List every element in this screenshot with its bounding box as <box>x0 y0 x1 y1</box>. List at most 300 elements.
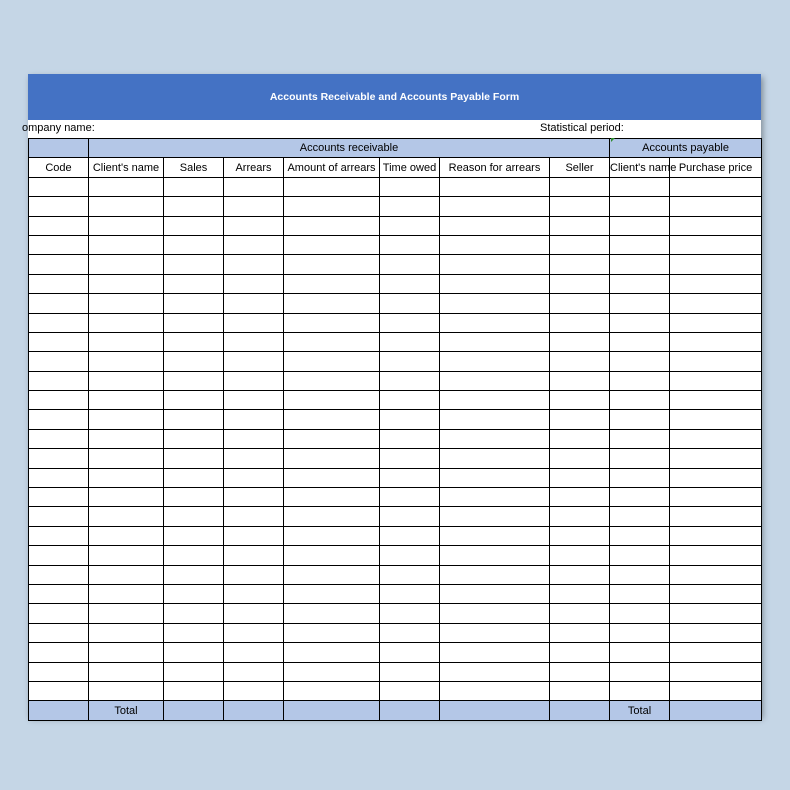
table-cell[interactable] <box>284 643 380 662</box>
table-row <box>29 565 762 584</box>
table-cell[interactable] <box>29 255 89 274</box>
table-cell[interactable] <box>224 352 284 371</box>
table-cell[interactable] <box>284 313 380 332</box>
table-cell[interactable] <box>380 643 440 662</box>
table-row <box>29 507 762 526</box>
table-cell[interactable] <box>440 352 550 371</box>
table-cell[interactable] <box>284 546 380 565</box>
table-cell[interactable] <box>610 274 670 293</box>
table-cell[interactable] <box>670 643 762 662</box>
accounts-table <box>28 138 762 721</box>
table-cell[interactable] <box>550 197 610 216</box>
table-cell[interactable] <box>670 488 762 507</box>
table-cell[interactable] <box>224 546 284 565</box>
table-cell[interactable] <box>670 429 762 448</box>
table-cell[interactable] <box>284 449 380 468</box>
table-cell[interactable] <box>224 410 284 429</box>
col-header-purchase-price: Purchase price <box>670 158 762 177</box>
table-cell[interactable] <box>29 429 89 448</box>
table-cell[interactable] <box>284 604 380 623</box>
table-cell[interactable] <box>550 584 610 603</box>
table-cell[interactable] <box>550 681 610 700</box>
total-cell[interactable] <box>440 701 550 720</box>
table-cell[interactable] <box>29 371 89 390</box>
table-cell[interactable] <box>610 468 670 487</box>
table-cell[interactable] <box>224 604 284 623</box>
table-cell[interactable] <box>380 371 440 390</box>
table-cell[interactable] <box>440 526 550 545</box>
table-cell[interactable] <box>440 623 550 642</box>
table-cell[interactable] <box>29 662 89 681</box>
table-cell[interactable] <box>440 429 550 448</box>
table-cell[interactable] <box>284 352 380 371</box>
table-cell[interactable] <box>440 565 550 584</box>
table-cell[interactable] <box>164 468 224 487</box>
table-cell[interactable] <box>670 410 762 429</box>
table-cell[interactable] <box>550 507 610 526</box>
table-cell[interactable] <box>610 604 670 623</box>
table-cell[interactable] <box>284 332 380 351</box>
table-cell[interactable] <box>610 643 670 662</box>
statistical-period-label[interactable]: Statistical period: <box>540 122 624 134</box>
table-cell[interactable] <box>89 255 164 274</box>
table-cell[interactable] <box>224 391 284 410</box>
table-cell[interactable] <box>440 410 550 429</box>
total-cell[interactable] <box>164 701 224 720</box>
table-cell[interactable] <box>224 332 284 351</box>
table-cell[interactable] <box>164 410 224 429</box>
table-cell[interactable] <box>550 352 610 371</box>
table-cell[interactable] <box>29 332 89 351</box>
total-cell[interactable] <box>380 701 440 720</box>
total-cell[interactable] <box>550 701 610 720</box>
table-cell[interactable] <box>380 391 440 410</box>
company-name-label[interactable]: ompany name: <box>22 122 95 134</box>
table-cell[interactable] <box>224 584 284 603</box>
table-cell[interactable] <box>380 662 440 681</box>
table-cell[interactable] <box>284 565 380 584</box>
table-cell[interactable] <box>670 235 762 254</box>
table-cell[interactable] <box>670 662 762 681</box>
table-cell[interactable] <box>164 313 224 332</box>
table-cell[interactable] <box>440 604 550 623</box>
table-cell[interactable] <box>610 565 670 584</box>
table-cell[interactable] <box>380 584 440 603</box>
table-cell[interactable] <box>550 177 610 196</box>
table-cell[interactable] <box>380 681 440 700</box>
table-row <box>29 604 762 623</box>
table-cell[interactable] <box>284 507 380 526</box>
table-cell[interactable] <box>29 235 89 254</box>
table-cell[interactable] <box>89 235 164 254</box>
table-cell[interactable] <box>224 507 284 526</box>
table-cell[interactable] <box>29 468 89 487</box>
table-cell[interactable] <box>224 371 284 390</box>
table-cell[interactable] <box>550 410 610 429</box>
col-header-time-owed: Time owed <box>380 158 440 177</box>
table-cell[interactable] <box>89 662 164 681</box>
table-cell[interactable] <box>380 216 440 235</box>
table-cell[interactable] <box>440 235 550 254</box>
table-cell[interactable] <box>164 449 224 468</box>
table-cell[interactable] <box>164 429 224 448</box>
table-cell[interactable] <box>164 662 224 681</box>
table-cell[interactable] <box>440 391 550 410</box>
table-cell[interactable] <box>380 488 440 507</box>
table-cell[interactable] <box>89 274 164 293</box>
table-cell[interactable] <box>284 488 380 507</box>
table-cell[interactable] <box>550 488 610 507</box>
table-cell[interactable] <box>380 410 440 429</box>
table-row <box>29 429 762 448</box>
table-cell[interactable] <box>550 332 610 351</box>
table-cell[interactable] <box>550 643 610 662</box>
table-cell[interactable] <box>164 565 224 584</box>
table-cell[interactable] <box>89 216 164 235</box>
table-cell[interactable] <box>440 643 550 662</box>
table-cell[interactable] <box>29 274 89 293</box>
table-cell[interactable] <box>29 546 89 565</box>
table-cell[interactable] <box>164 488 224 507</box>
col-header-reason-for-arrears: Reason for arrears <box>440 158 550 177</box>
table-row <box>29 643 762 662</box>
total-row <box>29 701 762 720</box>
table-cell[interactable] <box>380 352 440 371</box>
total-cell[interactable] <box>670 701 762 720</box>
table-cell[interactable] <box>224 449 284 468</box>
table-cell[interactable] <box>610 507 670 526</box>
table-cell[interactable] <box>380 177 440 196</box>
table-cell[interactable] <box>380 623 440 642</box>
table-cell[interactable] <box>284 623 380 642</box>
table-cell[interactable] <box>89 294 164 313</box>
table-cell[interactable] <box>670 255 762 274</box>
table-cell[interactable] <box>550 468 610 487</box>
table-cell[interactable] <box>550 371 610 390</box>
table-cell[interactable] <box>224 313 284 332</box>
table-cell[interactable] <box>440 177 550 196</box>
table-cell[interactable] <box>670 565 762 584</box>
table-cell[interactable] <box>380 294 440 313</box>
table-cell[interactable] <box>380 526 440 545</box>
table-cell[interactable] <box>670 177 762 196</box>
table-cell[interactable] <box>380 332 440 351</box>
table-cell[interactable] <box>284 197 380 216</box>
table-cell[interactable] <box>89 391 164 410</box>
table-cell[interactable] <box>610 216 670 235</box>
table-cell[interactable] <box>610 352 670 371</box>
table-cell[interactable] <box>224 681 284 700</box>
table-cell[interactable] <box>224 526 284 545</box>
table-cell[interactable] <box>164 584 224 603</box>
table-cell[interactable] <box>284 391 380 410</box>
table-cell[interactable] <box>380 274 440 293</box>
table-cell[interactable] <box>440 255 550 274</box>
table-cell[interactable] <box>440 332 550 351</box>
table-cell[interactable] <box>550 449 610 468</box>
table-cell[interactable] <box>164 216 224 235</box>
table-cell[interactable] <box>224 177 284 196</box>
table-cell[interactable] <box>670 546 762 565</box>
table-cell[interactable] <box>164 177 224 196</box>
table-cell[interactable] <box>380 507 440 526</box>
col-header-code: Code <box>29 158 89 177</box>
table-cell[interactable] <box>89 507 164 526</box>
table-cell[interactable] <box>440 294 550 313</box>
table-cell[interactable] <box>164 546 224 565</box>
col-header-sales: Sales <box>164 158 224 177</box>
total-cell[interactable] <box>284 701 380 720</box>
table-cell[interactable] <box>440 488 550 507</box>
table-cell[interactable] <box>164 274 224 293</box>
table-row <box>29 235 762 254</box>
table-cell[interactable] <box>380 449 440 468</box>
table-cell[interactable] <box>550 526 610 545</box>
table-cell[interactable] <box>440 662 550 681</box>
table-cell[interactable] <box>284 526 380 545</box>
table-cell[interactable] <box>284 410 380 429</box>
table-cell[interactable] <box>610 526 670 545</box>
table-cell[interactable] <box>550 274 610 293</box>
table-cell[interactable] <box>89 410 164 429</box>
table-cell[interactable] <box>550 604 610 623</box>
table-cell[interactable] <box>670 681 762 700</box>
table-cell[interactable] <box>610 429 670 448</box>
table-cell[interactable] <box>224 216 284 235</box>
table-cell[interactable] <box>164 197 224 216</box>
table-row <box>29 623 762 642</box>
table-cell[interactable] <box>89 313 164 332</box>
cell-comment-marker <box>611 138 615 142</box>
table-cell[interactable] <box>610 255 670 274</box>
table-cell[interactable] <box>29 216 89 235</box>
table-cell[interactable] <box>29 449 89 468</box>
table-cell[interactable] <box>164 235 224 254</box>
total-cell[interactable] <box>224 701 284 720</box>
table-cell[interactable] <box>380 313 440 332</box>
table-cell[interactable] <box>610 681 670 700</box>
table-cell[interactable] <box>164 352 224 371</box>
table-cell[interactable] <box>610 235 670 254</box>
table-cell[interactable] <box>440 371 550 390</box>
form-title: Accounts Receivable and Accounts Payable Form <box>28 74 761 120</box>
table-cell[interactable] <box>610 371 670 390</box>
table-cell[interactable] <box>610 584 670 603</box>
table-cell[interactable] <box>164 604 224 623</box>
table-cell[interactable] <box>550 313 610 332</box>
table-cell[interactable] <box>550 429 610 448</box>
table-cell[interactable] <box>89 643 164 662</box>
table-cell[interactable] <box>224 274 284 293</box>
table-cell[interactable] <box>380 429 440 448</box>
table-cell[interactable] <box>29 584 89 603</box>
table-cell[interactable] <box>670 468 762 487</box>
table-cell[interactable] <box>380 565 440 584</box>
table-cell[interactable] <box>284 662 380 681</box>
table-cell[interactable] <box>550 546 610 565</box>
table-cell[interactable] <box>440 546 550 565</box>
table-cell[interactable] <box>224 429 284 448</box>
table-cell[interactable] <box>29 352 89 371</box>
table-cell[interactable] <box>284 235 380 254</box>
table-row <box>29 662 762 681</box>
table-cell[interactable] <box>224 565 284 584</box>
table-cell[interactable] <box>670 313 762 332</box>
table-cell[interactable] <box>440 216 550 235</box>
table-cell[interactable] <box>670 197 762 216</box>
table-cell[interactable] <box>550 623 610 642</box>
table-cell[interactable] <box>440 468 550 487</box>
table-cell[interactable] <box>610 197 670 216</box>
table-cell[interactable] <box>224 488 284 507</box>
table-cell[interactable] <box>89 526 164 545</box>
table-cell[interactable] <box>440 449 550 468</box>
table-cell[interactable] <box>550 216 610 235</box>
table-cell[interactable] <box>89 332 164 351</box>
table-cell[interactable] <box>224 235 284 254</box>
table-cell[interactable] <box>284 429 380 448</box>
table-cell[interactable] <box>610 662 670 681</box>
table-cell[interactable] <box>164 623 224 642</box>
table-cell[interactable] <box>550 565 610 584</box>
table-cell[interactable] <box>164 371 224 390</box>
table-cell[interactable] <box>610 313 670 332</box>
table-cell[interactable] <box>29 313 89 332</box>
table-cell[interactable] <box>670 216 762 235</box>
table-cell[interactable] <box>670 274 762 293</box>
table-cell[interactable] <box>550 294 610 313</box>
table-cell[interactable] <box>440 681 550 700</box>
table-row <box>29 391 762 410</box>
table-cell[interactable] <box>284 274 380 293</box>
table-cell[interactable] <box>610 623 670 642</box>
table-cell[interactable] <box>89 429 164 448</box>
table-cell[interactable] <box>89 371 164 390</box>
table-cell[interactable] <box>610 294 670 313</box>
table-cell[interactable] <box>89 546 164 565</box>
table-cell[interactable] <box>89 449 164 468</box>
table-row <box>29 468 762 487</box>
table-cell[interactable] <box>550 391 610 410</box>
table-cell[interactable] <box>284 216 380 235</box>
table-cell[interactable] <box>284 177 380 196</box>
table-cell[interactable] <box>89 584 164 603</box>
table-cell[interactable] <box>224 294 284 313</box>
table-cell[interactable] <box>164 681 224 700</box>
table-cell[interactable] <box>670 332 762 351</box>
table-cell[interactable] <box>89 604 164 623</box>
table-cell[interactable] <box>380 604 440 623</box>
table-cell[interactable] <box>610 177 670 196</box>
table-cell[interactable] <box>610 449 670 468</box>
table-cell[interactable] <box>29 565 89 584</box>
total-cell[interactable] <box>29 701 89 720</box>
table-cell[interactable] <box>670 294 762 313</box>
col-header-amount-of-arrears: Amount of arrears <box>284 158 380 177</box>
table-cell[interactable] <box>380 255 440 274</box>
table-cell[interactable] <box>670 526 762 545</box>
table-cell[interactable] <box>164 526 224 545</box>
table-cell[interactable] <box>380 235 440 254</box>
table-cell[interactable] <box>164 391 224 410</box>
table-cell[interactable] <box>29 526 89 545</box>
table-cell[interactable] <box>224 643 284 662</box>
table-cell[interactable] <box>670 584 762 603</box>
table-cell[interactable] <box>29 681 89 700</box>
table-cell[interactable] <box>670 371 762 390</box>
table-cell[interactable] <box>29 643 89 662</box>
table-cell[interactable] <box>670 352 762 371</box>
table-cell[interactable] <box>29 177 89 196</box>
table-cell[interactable] <box>164 643 224 662</box>
table-cell[interactable] <box>550 255 610 274</box>
table-cell[interactable] <box>164 332 224 351</box>
table-cell[interactable] <box>670 623 762 642</box>
table-cell[interactable] <box>29 604 89 623</box>
table-cell[interactable] <box>29 294 89 313</box>
table-cell[interactable] <box>224 197 284 216</box>
table-cell[interactable] <box>164 507 224 526</box>
table-cell[interactable] <box>284 681 380 700</box>
table-cell[interactable] <box>670 449 762 468</box>
table-cell[interactable] <box>29 488 89 507</box>
table-cell[interactable] <box>610 332 670 351</box>
table-cell[interactable] <box>164 294 224 313</box>
table-cell[interactable] <box>29 410 89 429</box>
table-cell[interactable] <box>89 681 164 700</box>
table-cell[interactable] <box>29 507 89 526</box>
table-cell[interactable] <box>380 468 440 487</box>
table-cell[interactable] <box>89 197 164 216</box>
table-cell[interactable] <box>284 468 380 487</box>
table-cell[interactable] <box>380 546 440 565</box>
table-cell[interactable] <box>610 546 670 565</box>
table-cell[interactable] <box>440 313 550 332</box>
table-cell[interactable] <box>610 488 670 507</box>
table-cell[interactable] <box>29 391 89 410</box>
table-cell[interactable] <box>440 274 550 293</box>
table-cell[interactable] <box>440 507 550 526</box>
table-cell[interactable] <box>284 371 380 390</box>
table-cell[interactable] <box>550 662 610 681</box>
table-cell[interactable] <box>224 662 284 681</box>
table-cell[interactable] <box>224 255 284 274</box>
table-cell[interactable] <box>29 623 89 642</box>
table-cell[interactable] <box>89 177 164 196</box>
table-cell[interactable] <box>670 604 762 623</box>
table-cell[interactable] <box>610 410 670 429</box>
table-cell[interactable] <box>89 565 164 584</box>
table-cell[interactable] <box>670 391 762 410</box>
table-cell[interactable] <box>89 468 164 487</box>
table-cell[interactable] <box>29 197 89 216</box>
table-cell[interactable] <box>610 391 670 410</box>
table-cell[interactable] <box>284 584 380 603</box>
table-cell[interactable] <box>380 197 440 216</box>
table-cell[interactable] <box>89 623 164 642</box>
table-cell[interactable] <box>284 255 380 274</box>
table-cell[interactable] <box>440 584 550 603</box>
table-cell[interactable] <box>550 235 610 254</box>
table-cell[interactable] <box>89 488 164 507</box>
table-cell[interactable] <box>224 468 284 487</box>
table-cell[interactable] <box>284 294 380 313</box>
table-cell[interactable] <box>440 197 550 216</box>
table-cell[interactable] <box>224 623 284 642</box>
table-cell[interactable] <box>164 255 224 274</box>
table-cell[interactable] <box>89 352 164 371</box>
table-cell[interactable] <box>670 507 762 526</box>
